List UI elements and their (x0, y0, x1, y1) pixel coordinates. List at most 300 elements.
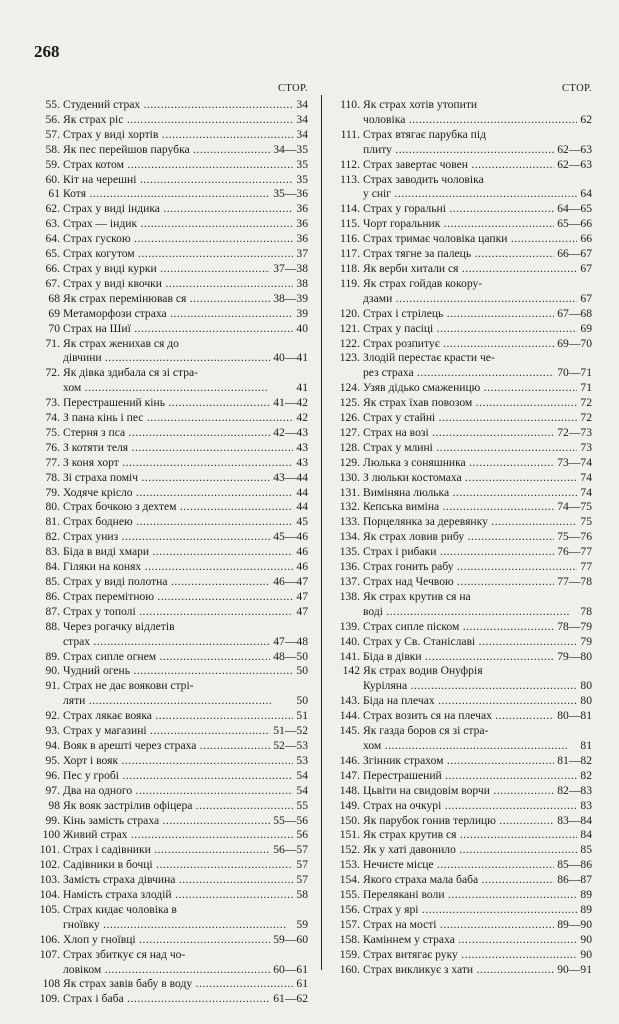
entry-title: Як страх водив Онуфрія (363, 664, 483, 678)
entry-title: Страх на возі ..... (363, 426, 554, 441)
toc-entry (34, 963, 308, 978)
entry-title: Страх лякає вояка ..... (63, 709, 293, 724)
toc-right-column (334, 82, 592, 977)
entry-pages: 72—73 (557, 425, 592, 439)
entry-title: Виміняна люлька ..... (363, 486, 577, 501)
toc-entry (334, 173, 592, 188)
entry-title: Біда на плечах ..... (363, 694, 577, 709)
entry-number: 138. (339, 589, 360, 603)
entry-number: 127. (339, 425, 360, 439)
entry-number: 108 (42, 977, 60, 991)
entry-pages: 82 (580, 768, 592, 782)
entry-title: Як у хаті давонило ..... (363, 843, 577, 858)
entry-pages: 69—70 (557, 336, 592, 350)
entry-number: 112. (340, 157, 360, 171)
entry-pages: 85—86 (557, 858, 592, 872)
toc-entry (34, 814, 308, 829)
entry-pages: 56—57 (273, 843, 308, 857)
entry-title: Садівники в бочці ..... (63, 858, 293, 873)
entry-number: 98 (48, 798, 60, 812)
entry-pages: 74—75 (557, 500, 592, 514)
entry-title: Страх заводить чоловіка (363, 172, 484, 186)
entry-pages: 34 (296, 127, 308, 141)
toc-entry (334, 903, 592, 918)
entry-number: 158. (339, 932, 360, 946)
toc-entry (34, 366, 308, 381)
entry-title: Стерня з пса ..... (63, 426, 270, 441)
entry-number: 111. (340, 127, 360, 141)
entry-number: 121. (339, 321, 360, 335)
entry-title: Кінь замість страха ..... (63, 814, 270, 829)
toc-entry (34, 411, 308, 426)
entry-number: 155. (339, 888, 360, 902)
entry-number: 129. (339, 455, 360, 469)
entry-number: 145. (339, 724, 360, 738)
toc-entry (34, 381, 308, 396)
entry-number: 152. (339, 843, 360, 857)
toc-entry (34, 292, 308, 307)
entry-title: Страх у виді квочки ..... (63, 277, 293, 292)
entry-number: 94. (45, 738, 60, 752)
toc-entry (34, 322, 308, 337)
toc-entry (34, 754, 308, 769)
toc-entry (334, 337, 592, 352)
toc-entry (34, 977, 308, 992)
toc-entry (34, 173, 308, 188)
toc-entry (334, 560, 592, 575)
entry-number: 57. (45, 127, 60, 141)
entry-title: Страх над Чечвою ..... (363, 575, 554, 590)
page-number: 268 (34, 42, 60, 61)
entry-pages: 74 (580, 470, 592, 484)
entry-number: 68 (48, 291, 60, 305)
toc-entry (34, 426, 308, 441)
entry-title: Кіт на черешні ..... (63, 173, 293, 188)
entry-pages: 48—50 (273, 649, 308, 663)
toc-entry (34, 828, 308, 843)
entry-number: 125. (339, 396, 360, 410)
entry-title: Узяв дідько смаженицю ..... (363, 381, 577, 396)
toc-entry (34, 784, 308, 799)
entry-pages: 59 (296, 917, 308, 931)
entry-number: 87. (45, 604, 60, 618)
toc-entry (334, 396, 592, 411)
entry-pages: 66—67 (557, 247, 592, 261)
entry-title: Студений страх ..... (63, 98, 293, 113)
toc-entry (334, 948, 592, 963)
entry-pages: 43 (296, 440, 308, 454)
entry-pages: 67 (580, 261, 592, 275)
toc-entry (334, 545, 592, 560)
entry-number: 77. (45, 455, 60, 469)
entry-title: Страх у тополі ..... (63, 605, 293, 620)
entry-pages: 62 (580, 112, 592, 126)
entry-number: 69 (48, 306, 60, 320)
entry-pages: 72 (580, 411, 592, 425)
entry-pages: 65—66 (557, 217, 592, 231)
toc-entry (34, 769, 308, 784)
entry-number: 84. (45, 560, 60, 574)
entry-number: 67. (45, 276, 60, 290)
entry-title: Як газда боров ся зі стра- (363, 724, 489, 738)
entry-pages: 75—76 (557, 530, 592, 544)
toc-entry (34, 590, 308, 605)
toc-entry (334, 158, 592, 173)
entry-pages: 62—63 (557, 157, 592, 171)
entry-pages: 82—83 (557, 783, 592, 797)
entry-pages: 47 (296, 589, 308, 603)
entry-pages: 89—90 (557, 917, 592, 931)
entry-number: 147. (339, 768, 360, 782)
toc-entry (334, 858, 592, 873)
toc-entry (334, 873, 592, 888)
entry-pages: 70—71 (557, 366, 592, 380)
entry-number: 66. (45, 261, 60, 275)
entry-title: у сніг ..... (363, 187, 577, 202)
entry-title: Страх котом ..... (63, 158, 293, 173)
entry-title: Страх завертає човен ..... (363, 158, 554, 173)
entry-number: 71. (45, 336, 60, 350)
entry-number: 153. (339, 858, 360, 872)
entry-pages: 36 (296, 232, 308, 246)
toc-entry (334, 918, 592, 933)
entry-number: 120. (339, 306, 360, 320)
entry-title: Страх кидає чоловіка в (63, 902, 177, 916)
toc-entry (334, 799, 592, 814)
entry-title: Страх униз ..... (63, 530, 270, 545)
entry-pages: 89 (580, 902, 592, 916)
entry-number: 61 (48, 187, 60, 201)
entry-pages: 90 (580, 932, 592, 946)
entry-number: 157. (339, 917, 360, 931)
entry-title: Страх сипле огнем ..... (63, 650, 270, 665)
entry-title: Перестрашений ..... (363, 769, 577, 784)
entry-pages: 64—65 (557, 202, 592, 216)
entry-number: 132. (339, 500, 360, 514)
entry-title: Замість страха дівчина ..... (63, 873, 293, 888)
entry-title: Як страх ловив рибу ..... (363, 530, 554, 545)
entry-pages: 62—63 (557, 142, 592, 156)
entry-title: Гіляки на конях ..... (63, 560, 293, 575)
entry-pages: 34 (296, 98, 308, 111)
toc-entry (334, 456, 592, 471)
entry-pages: 50 (296, 664, 308, 678)
entry-pages: 89 (580, 888, 592, 902)
entry-pages: 66 (580, 232, 592, 246)
entry-title: Живий страх ..... (63, 828, 293, 843)
toc-entry (34, 709, 308, 724)
toc-entry (34, 232, 308, 247)
entry-title: Страх у виді полотна ..... (63, 575, 270, 590)
entry-number: 131. (339, 485, 360, 499)
toc-entry (34, 948, 308, 963)
entry-title: Страх втягає парубка під (363, 127, 486, 141)
entry-title: Ходяче крісло ..... (63, 486, 293, 501)
entry-number: 78. (45, 470, 60, 484)
entry-pages: 43 (296, 455, 308, 469)
toc-entry (334, 620, 592, 635)
entry-pages: 50 (296, 694, 308, 708)
entry-number: 90. (45, 664, 60, 678)
entry-title: Страх і рибаки ..... (363, 545, 554, 560)
toc-entry (34, 515, 308, 530)
toc-entry (334, 709, 592, 724)
entry-title: Страх тягне за палець ..... (363, 247, 554, 262)
entry-title: Через рогачку відлетів (63, 619, 175, 633)
entry-number: 154. (339, 873, 360, 887)
entry-number: 128. (339, 440, 360, 454)
right-entry-list (334, 98, 592, 977)
entry-pages: 51—52 (273, 724, 308, 738)
entry-title: Страх бочкою з дехтем ..... (63, 500, 293, 515)
entry-number: 91. (45, 679, 60, 693)
entry-title: Страх у ярі ..... (363, 903, 577, 918)
entry-pages: 57 (296, 858, 308, 872)
entry-number: 136. (339, 560, 360, 574)
entry-pages: 73 (580, 440, 592, 454)
entry-number: 116. (340, 232, 360, 246)
toc-entry (334, 441, 592, 456)
entry-pages: 51 (296, 709, 308, 723)
toc-left-column (34, 82, 308, 1007)
entry-title: Страх і стрілець ..... (363, 307, 554, 322)
entry-title: дзами ..... (363, 292, 577, 307)
entry-title: Чудний огень ..... (63, 664, 293, 679)
toc-entry (334, 217, 592, 232)
toc-entry (34, 143, 308, 158)
entry-pages: 59—60 (273, 932, 308, 946)
entry-title: Страх на мості ..... (363, 918, 554, 933)
toc-entry (334, 262, 592, 277)
entry-number: 62. (45, 202, 60, 216)
entry-number: 72. (45, 366, 60, 380)
toc-entry (334, 98, 592, 113)
entry-number: 88. (45, 619, 60, 633)
entry-pages: 42 (296, 411, 308, 425)
entry-pages: 57 (296, 873, 308, 887)
entry-pages: 83—84 (557, 813, 592, 827)
entry-number: 150. (339, 813, 360, 827)
entry-pages: 54 (296, 768, 308, 782)
entry-pages: 73—74 (557, 455, 592, 469)
entry-title: Цьвіти на свидовім ворчи ..... (363, 784, 554, 799)
toc-entry (334, 814, 592, 829)
entry-number: 85. (45, 575, 60, 588)
entry-title: Як страх женихав ся до (63, 336, 179, 350)
entry-number: 124. (339, 381, 360, 395)
toc-entry (334, 694, 592, 709)
entry-number: 144. (339, 709, 360, 723)
entry-pages: 80—81 (557, 709, 592, 723)
entry-title: Зі страха поміч ..... (63, 471, 270, 486)
entry-title: Нечисте місце ..... (363, 858, 554, 873)
entry-number: 92. (45, 709, 60, 723)
entry-number: 70 (48, 321, 60, 335)
entry-pages: 36 (296, 217, 308, 231)
entry-pages: 78 (580, 604, 592, 618)
toc-entry (34, 694, 308, 709)
entry-title: З люльки костомаха ..... (363, 471, 577, 486)
toc-entry (34, 202, 308, 217)
entry-title: Страх викликує з хати ..... (363, 963, 554, 978)
toc-entry (334, 754, 592, 769)
entry-title: чоловіка ..... (363, 113, 577, 128)
right-column-header: СТОР. (561, 83, 592, 94)
entry-title: Хорт і вояк ..... (63, 754, 293, 769)
toc-entry (34, 903, 308, 918)
entry-title: Як страх гойдав кокору- (363, 276, 483, 290)
entry-title: Якого страха мала баба ..... (363, 873, 554, 888)
entry-title: Страх у виді індика ..... (63, 202, 293, 217)
entry-title: Страх сипле піском ..... (363, 620, 554, 635)
entry-pages: 56 (296, 828, 308, 842)
entry-pages: 61—62 (273, 992, 308, 1006)
entry-number: 126. (339, 411, 360, 425)
entry-title: Як дівка здибала ся зі стра- (63, 366, 199, 380)
entry-title: Страх когутом ..... (63, 247, 293, 262)
entry-pages: 43—44 (273, 470, 308, 484)
entry-number: 83. (45, 545, 60, 559)
entry-title: Люлька з соняшника ..... (363, 456, 554, 471)
toc-entry (34, 247, 308, 262)
toc-entry (334, 650, 592, 665)
entry-number: 123. (339, 351, 360, 365)
toc-entry (34, 530, 308, 545)
entry-title: Страх у пасіці ..... (363, 322, 577, 337)
entry-title: Перестрашений кінь ..... (63, 396, 270, 411)
entry-pages: 55 (296, 798, 308, 812)
entry-number: 100 (42, 828, 60, 842)
entry-pages: 81 (580, 738, 592, 752)
entry-title: плиту ..... (363, 143, 554, 158)
entry-number: 101. (39, 843, 60, 857)
toc-entry (334, 292, 592, 307)
entry-title: Страх і садівники ..... (63, 843, 270, 858)
entry-number: 102. (39, 858, 60, 872)
entry-number: 118. (340, 261, 360, 275)
entry-title: Страх у виді курки ..... (63, 262, 270, 277)
toc-entry (334, 202, 592, 217)
entry-title: страх ..... (63, 635, 270, 650)
entry-number: 113. (340, 172, 360, 186)
toc-entry (34, 158, 308, 173)
toc-entry (334, 575, 592, 590)
toc-entry (34, 217, 308, 232)
toc-entry (334, 381, 592, 396)
entry-number: 146. (339, 753, 360, 767)
toc-entry (34, 918, 308, 933)
entry-title: Котя ..... (63, 187, 270, 202)
toc-entry (334, 605, 592, 620)
entry-title: Як пес перейшов парубка ..... (63, 143, 270, 158)
entry-number: 89. (45, 649, 60, 663)
entry-title: Чорт горальник ..... (363, 217, 554, 232)
toc-entry (34, 724, 308, 739)
entry-title: Злодій перестає красти че- (363, 351, 495, 365)
entry-pages: 80 (580, 679, 592, 693)
toc-entry (34, 277, 308, 292)
toc-entry (34, 799, 308, 814)
toc-entry (334, 411, 592, 426)
entry-title: Страх гускою ..... (63, 232, 293, 247)
toc-entry (334, 784, 592, 799)
entry-pages: 40 (296, 321, 308, 335)
entry-number: 99. (45, 813, 60, 827)
entry-title: Як страх крутив ся на (363, 589, 471, 603)
entry-title: Як вояк застрілив офіцера ..... (63, 799, 293, 814)
toc-entry (334, 351, 592, 366)
entry-title: Страх у стайні ..... (363, 411, 577, 426)
toc-entry (334, 590, 592, 605)
toc-entry (334, 426, 592, 441)
entry-title: Страх у магазині ..... (63, 724, 270, 739)
entry-number: 142 (342, 664, 360, 678)
entry-pages: 86—87 (557, 873, 592, 887)
entry-title: Страх збиткує ся над чо- (63, 947, 186, 961)
entry-number: 82. (45, 530, 60, 544)
entry-title: Страх на Шиї ..... (63, 322, 293, 337)
entry-number: 141. (339, 649, 360, 663)
entry-pages: 79—80 (557, 649, 592, 663)
toc-entry (34, 739, 308, 754)
entry-pages: 35 (296, 172, 308, 186)
entry-pages: 46 (296, 560, 308, 574)
entry-title: Страх возить ся на плечах ..... (363, 709, 554, 724)
toc-entry (334, 769, 592, 784)
entry-title: дівчини ..... (63, 351, 270, 366)
entry-pages: 74 (580, 485, 592, 499)
entry-pages: 44 (296, 485, 308, 499)
entry-pages: 45 (296, 515, 308, 529)
entry-pages: 42—43 (273, 425, 308, 439)
toc-entry (34, 351, 308, 366)
entry-pages: 38—39 (273, 291, 308, 305)
toc-entry (34, 560, 308, 575)
entry-number: 86. (45, 589, 60, 603)
entry-title: Пес у гробі ..... (63, 769, 293, 784)
entry-number: 73. (45, 396, 60, 410)
entry-number: 114. (340, 202, 360, 216)
toc-entry (334, 113, 592, 128)
column-divider (321, 95, 322, 970)
entry-pages: 71 (580, 381, 592, 395)
entry-pages: 37 (296, 247, 308, 261)
entry-title: З коня хорт ..... (63, 456, 293, 471)
entry-title: ловіком ..... (63, 963, 270, 978)
entry-title: Як парубок гонив терлицю ..... (363, 814, 554, 829)
toc-entry (334, 500, 592, 515)
entry-title: Каміннем у страха ..... (363, 933, 577, 948)
toc-entry (334, 471, 592, 486)
entry-title: гноївку ..... (63, 918, 293, 933)
entry-pages: 83 (580, 798, 592, 812)
toc-entry (334, 679, 592, 694)
entry-pages: 84 (580, 828, 592, 842)
entry-pages: 41—42 (273, 396, 308, 410)
toc-entry (334, 828, 592, 843)
toc-entry (34, 441, 308, 456)
entry-title: Вояк в арешті через страха ..... (63, 739, 270, 754)
entry-number: 139. (339, 619, 360, 633)
entry-pages: 67 (580, 291, 592, 305)
entry-pages: 90—91 (557, 962, 592, 976)
entry-pages: 69 (580, 321, 592, 335)
entry-title: Як страх їхав повозом ..... (363, 396, 577, 411)
toc-entry (34, 113, 308, 128)
entry-number: 104. (39, 888, 60, 902)
entry-title: Страх витягає руку ..... (363, 948, 577, 963)
entry-number: 107. (39, 947, 60, 961)
